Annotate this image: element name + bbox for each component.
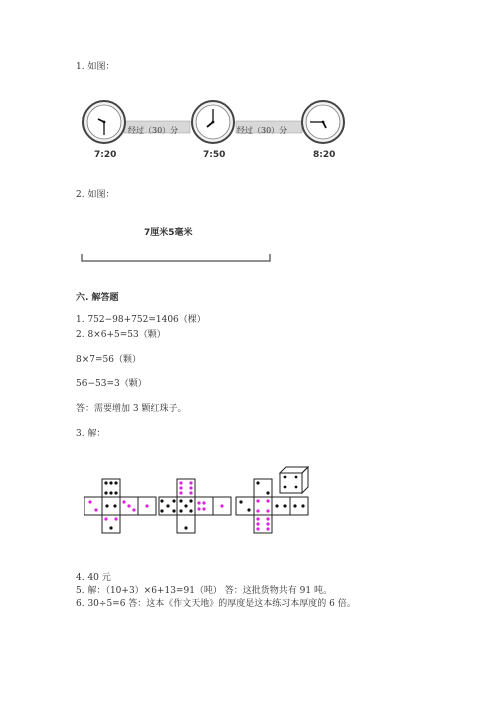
- answer-line: 6. 30÷5=6 答：这本《作文天地》的厚度是这本练习本厚度的 6 倍。: [76, 599, 356, 609]
- clock-icon: [302, 101, 344, 143]
- q1-label: 1. 如图：: [76, 62, 115, 72]
- answer-line: 2. 8×6+5=53（颗）: [76, 330, 166, 340]
- dice-nets-diagram: [84, 465, 314, 540]
- answer-line: 8×7=56（颗）: [76, 355, 141, 365]
- q2-label: 2. 如图：: [76, 190, 115, 200]
- answer-line: 4. 40 元: [76, 573, 111, 583]
- answer-line: 5. 解：（10+3）×6+13=91（吨） 答：这批货物共有 91 吨。: [76, 586, 332, 596]
- elapsed-label: 经过（30）分: [128, 126, 179, 135]
- clock-icon: [192, 101, 234, 143]
- answer-line: 3. 解：: [76, 429, 106, 439]
- clock-icon: [83, 101, 125, 143]
- elapsed-label: 经过（30）分: [237, 126, 288, 135]
- answer-line: 1. 752−98+752=1406（棵）: [76, 315, 206, 325]
- section-title: 六. 解答题: [76, 293, 119, 303]
- answer-line: 答：需要增加 3 颗红珠子。: [76, 404, 187, 414]
- ruler-length-label: 7厘米5毫米: [144, 228, 193, 238]
- time-label: 7:20: [94, 150, 117, 160]
- ruler-line: [80, 252, 276, 264]
- answer-line: 56−53=3（颗）: [76, 379, 147, 389]
- time-label: 7:50: [203, 150, 226, 160]
- time-label: 8:20: [313, 150, 336, 160]
